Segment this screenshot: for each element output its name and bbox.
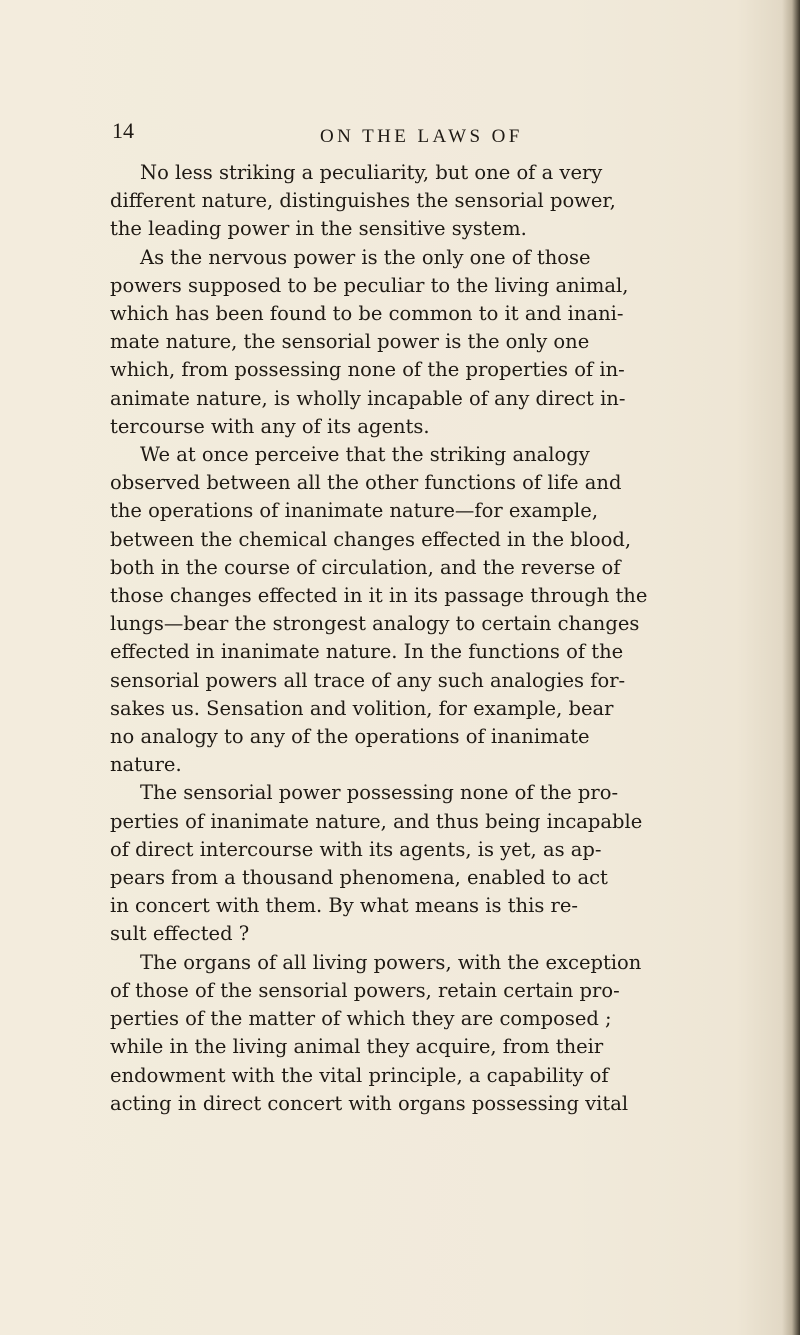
text-line: the leading power in the sensitive system. (110, 217, 527, 241)
text-line: The organs of all living powers, with the exception (140, 950, 642, 974)
page-number: 14 (112, 118, 134, 143)
text-line: powers supposed to be peculiar to the living animal, (110, 273, 629, 297)
text-line: effected in inanimate nature. In the functions of the (110, 640, 624, 664)
text-line: in concert with them. By what means is this re- (110, 894, 578, 918)
text-line: lungs—bear the strongest analogy to certain changes (110, 612, 640, 636)
text-line: the operations of inanimate nature—for example, (110, 499, 599, 523)
paragraph (110, 949, 730, 1118)
text-line: of direct intercourse with its agents, is yet, as ap- (110, 837, 602, 861)
text-line: pears from a thousand phenomena, enabled to act (110, 866, 608, 890)
text-line: No less striking a peculiarity, but one of a very (140, 161, 603, 184)
text-line: between the chemical changes effected in the blood, (110, 527, 632, 551)
paragraph (110, 159, 730, 244)
text-line: sult effected ? (110, 922, 250, 946)
text-line: different nature, distinguishes the sensorial power, (110, 189, 616, 213)
text-line: mate nature, the sensorial power is the only one (110, 330, 590, 354)
text-line: perties of inanimate nature, and thus being incapable (110, 809, 643, 833)
text-line: acting in direct concert with organs possessing vital (110, 1091, 629, 1115)
text-line: observed between all the other functions of life and (110, 471, 622, 495)
text-line: sakes us. Sensation and volition, for example, bear (110, 696, 614, 720)
text-line: sensorial powers all trace of any such analogies for- (110, 668, 626, 692)
text-line: animate nature, is wholly incapable of any direct in- (110, 386, 626, 410)
paragraph (110, 779, 730, 948)
text-line: while in the living animal they acquire, from their (110, 1035, 604, 1059)
text-line: nature. (110, 753, 182, 777)
text-line: those changes effected in it in its passage through the (110, 584, 648, 608)
text-line: of those of the sensorial powers, retain certain pro- (110, 978, 620, 1002)
text-line: which, from possessing none of the properties of in- (110, 358, 625, 382)
text-line: which has been found to be common to it and inani- (110, 302, 624, 326)
text-line: endowment with the vital principle, a capability of (110, 1063, 609, 1087)
text-line: perties of the matter of which they are composed ; (110, 1007, 612, 1031)
paragraph (110, 441, 730, 779)
body-text (110, 159, 730, 1118)
paragraph (110, 244, 730, 441)
text-line: As the nervous power is the only one of those (140, 245, 591, 269)
text-line: no analogy to any of the operations of inanimate (110, 725, 590, 749)
text-line: We at once perceive that the striking analogy (140, 443, 590, 467)
text-line: tercourse with any of its agents. (110, 414, 430, 438)
text-line: The sensorial power possessing none of the pro- (140, 781, 619, 805)
text-line: both in the course of circulation, and the reverse of (110, 555, 621, 579)
running-head: ON THE LAWS OF (320, 126, 523, 147)
spine-shadow (782, 0, 800, 1335)
